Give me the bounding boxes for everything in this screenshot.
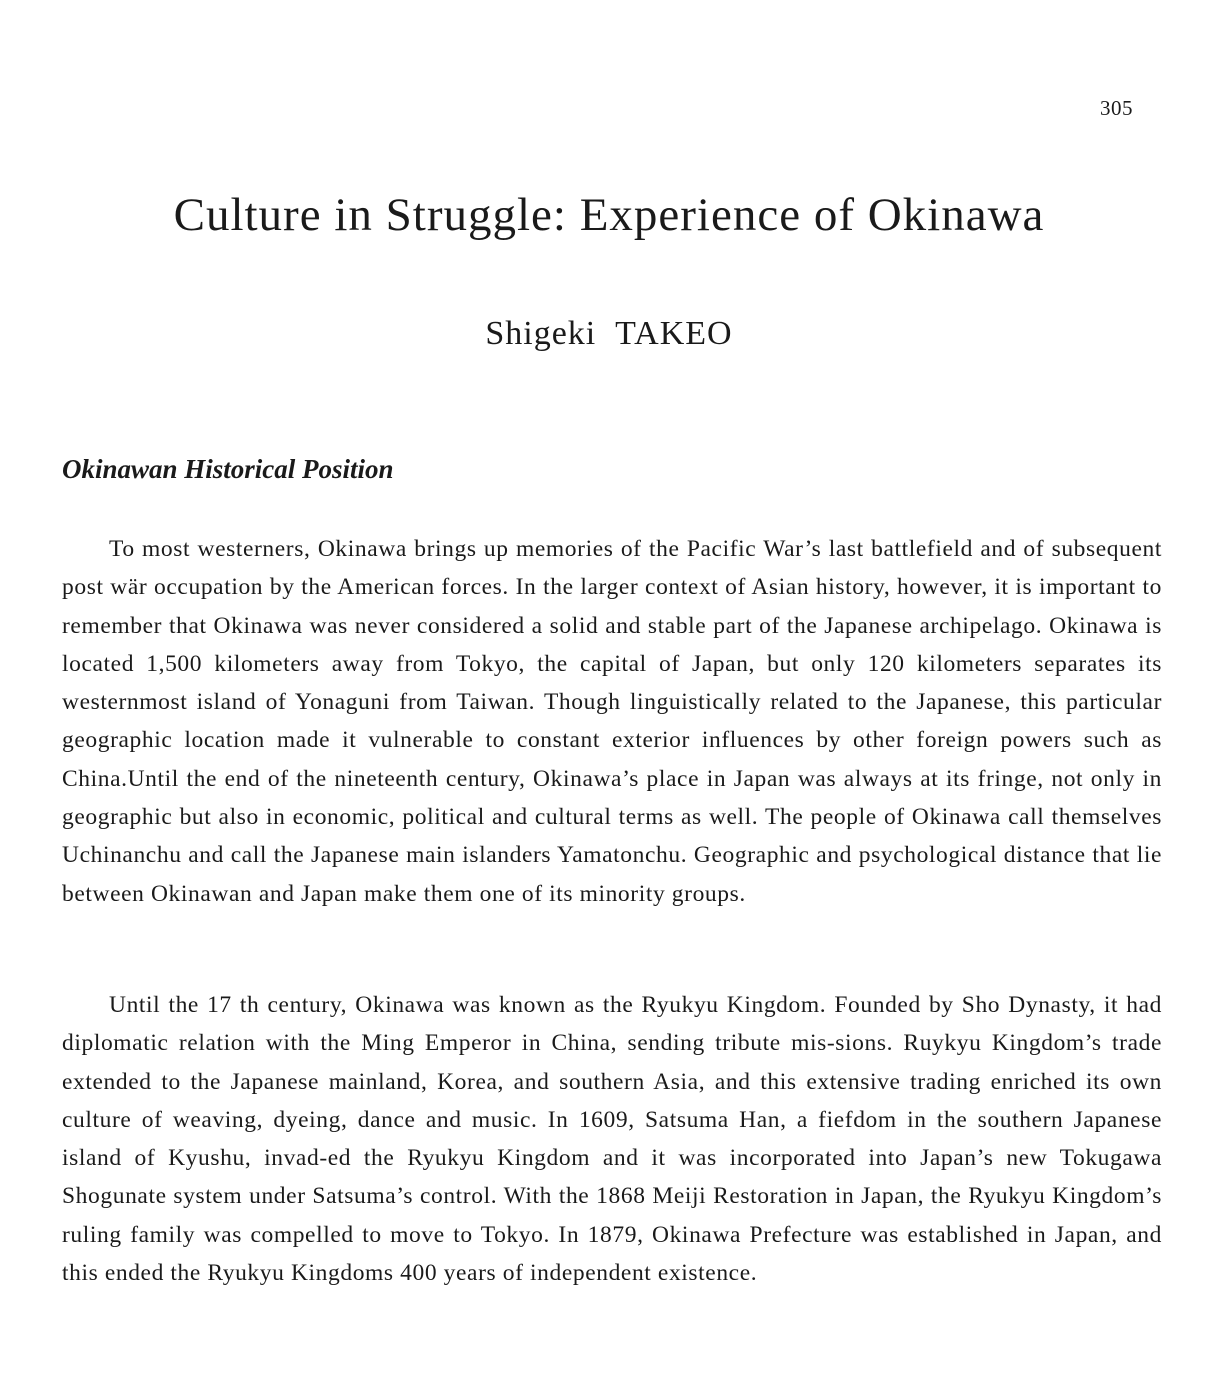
- body-paragraph-2: Until the 17 th century, Okinawa was known as the Ryukyu Kingdom. Founded by Sho Dynasty, it had diplomatic relation with the Ming Emperor in China, sending tribute mis-sions. Ruykyu Kingdom’s trade extended to the Japanese mainland, Korea, and southern Asia, and this extensive trading enriched its own culture of weaving, dyeing, dance and music. In 1609, Satsuma Han, a fiefdom in the southern Japanese island of Kyushu, invad-ed the Ryukyu Kingdom and it was incorporated into Japan’s new Tokugawa Shogunate system under Satsuma’s control. With the 1868 Meiji Restoration in Japan, the Ryukyu Kingdom’s ruling family was compelled to move to Tokyo. In 1879, Okinawa Prefecture was established in Japan, and this ended the Ryukyu Kingdoms 400 years of independent existence.: [62, 992, 1162, 1287]
- section-heading: Okinawan Historical Position: [62, 454, 394, 484]
- author-name: Shigeki TAKEO: [485, 315, 733, 352]
- body-paragraph-1: To most westerners, Okinawa brings up memories of the Pacific War’s last battlefield and of subsequent post wär occupation by the American forces. In the larger context of Asian history, however, it is important to remember that Okinawa was never considered a solid and stable part of the Japanese archipelago. Okinawa is located 1,500 kilometers away from Tokyo, the capital of Japan, but only 120 kilometers separates its westernmost island of Yonaguni from Taiwan. Though linguistically related to the Japanese, this particular geographic location made it vulnerable to constant exterior influences by other foreign powers such as China.Until the end of the nineteenth century, Okinawa’s place in Japan was always at its fringe, not only in geographic but also in economic, political and cultural terms as well. The people of Okinawa call themselves Uchinanchu and call the Japanese main islanders Yamatonchu. Geographic and psychological distance that lie between Okinawan and Japan make them one of its minority groups.: [62, 536, 1162, 907]
- article-title: Culture in Struggle: Experience of Okinawa: [173, 189, 1045, 241]
- page-number: 305: [1100, 96, 1133, 120]
